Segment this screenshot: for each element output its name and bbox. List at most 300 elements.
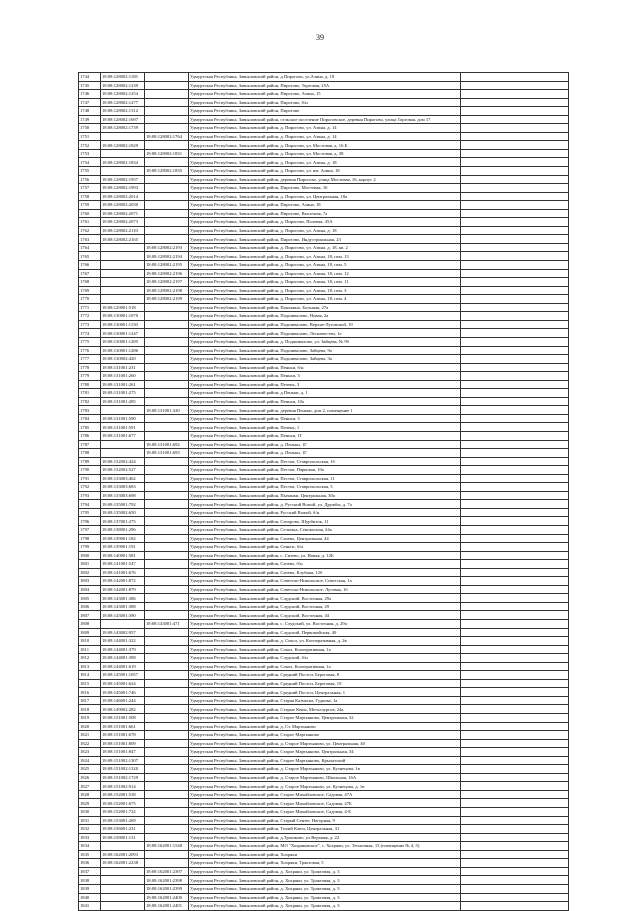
notes-cell [461,73,569,82]
premises-cadastral-cell [145,799,189,808]
notes-cell [461,320,569,329]
notes-cell [461,209,569,218]
notes-cell [461,637,569,646]
row-number-cell: 1765 [79,252,101,261]
address-cell: Удмуртская Республика, Завьяловский район, Пычанки, Центральная, 30а [189,491,461,500]
premises-cadastral-cell [145,414,189,423]
address-cell: Удмуртская Республика, Завьяловский район, деревня Пирогово, улица Мостовая, 16, корпус 2 [189,175,461,184]
premises-cadastral-cell [145,722,189,731]
table-row [79,645,569,654]
table-row [79,867,569,876]
row-number-cell: 1745 [79,81,101,90]
table-row [79,850,569,859]
table-row [79,628,569,637]
row-number-cell: 1754 [79,158,101,167]
row-number-cell: 1784 [79,414,101,423]
building-cadastral-cell: 18:08:129001:518 [101,303,145,312]
table-row [79,773,569,782]
notes-cell [461,167,569,176]
building-cadastral-cell: 18:08:151001:847 [101,748,145,757]
row-number-cell: 1761 [79,218,101,227]
building-cadastral-cell: 18:08:151002:1307 [101,756,145,765]
building-cadastral-cell: 18:08:128002:2030 [101,201,145,210]
building-cadastral-cell [101,286,145,295]
notes-cell [461,517,569,526]
notes-cell [461,303,569,312]
row-number-cell: 1810 [79,637,101,646]
premises-cadastral-cell [145,90,189,99]
premises-cadastral-cell [145,355,189,364]
building-cadastral-cell [101,295,145,304]
address-cell: Удмуртская Республика, Завьяловский район, Слудский, Восточная, 44 [189,611,461,620]
premises-cadastral-cell [145,303,189,312]
notes-cell [461,825,569,834]
register-body [79,73,569,911]
address-cell: Удмуртская Республика, Завьяловский район, д. Пирогово, ул. Азина, 18, пом. 13 [189,252,461,261]
notes-cell [461,748,569,757]
table-row [79,620,569,629]
row-number-cell: 1805 [79,594,101,603]
building-cadastral-cell: 18:08:133003:698 [101,491,145,500]
row-number-cell: 1830 [79,808,101,817]
table-row [79,243,569,252]
page-number: 39 [316,33,324,42]
building-cadastral-cell: 18:08:149002:282 [101,705,145,714]
address-cell: Удмуртская Республика, Завьяловский район, д. Старое Мартьяново, ул. Кузнецова, д. 1в [189,782,461,791]
table-row [79,714,569,723]
notes-cell [461,893,569,902]
building-cadastral-cell: 18:08:145001:746 [101,688,145,697]
table-row [79,474,569,483]
address-cell: Удмуртская Республика, Завьяловский район, Старое Мартьяново, Центральная, 32 [189,714,461,723]
premises-cadastral-cell [145,714,189,723]
row-number-cell: 1774 [79,329,101,338]
row-number-cell: 1797 [79,525,101,534]
row-number-cell: 1829 [79,799,101,808]
premises-cadastral-cell [145,654,189,663]
premises-cadastral-cell [145,748,189,757]
table-row [79,739,569,748]
building-cadastral-cell: 18:08:128002:1834 [101,158,145,167]
row-number-cell: 1795 [79,508,101,517]
address-cell: Удмуртская Республика, Завьяловский район, д. Пирогово, Полевая, 45А [189,218,461,227]
premises-cadastral-cell: 18:08:128002:1835 [145,167,189,176]
row-number-cell: 1820 [79,722,101,731]
address-cell: Удмуртская Республика, Завьяловский район, Советско-Никольское, Луговая, 1б [189,585,461,594]
row-number-cell: 1827 [79,782,101,791]
notes-cell [461,184,569,193]
building-cadastral-cell: 18:08:146001:244 [101,696,145,705]
table-row [79,688,569,697]
row-number-cell: 1796 [79,517,101,526]
building-cadastral-cell [101,149,145,158]
address-cell: Удмуртская Республика, Завьяловский район, Подшивалово, Верхне-Луговской, 19 [189,320,461,329]
row-number-cell: 1823 [79,748,101,757]
premises-cadastral-cell [145,372,189,381]
notes-cell [461,466,569,475]
row-number-cell: 1798 [79,534,101,543]
row-number-cell: 1752 [79,141,101,150]
row-number-cell: 1809 [79,628,101,637]
row-number-cell: 1766 [79,261,101,270]
notes-cell [461,389,569,398]
row-number-cell: 1789 [79,457,101,466]
table-row [79,406,569,415]
row-number-cell: 1775 [79,337,101,346]
address-cell: Удмуртская Республика, Завьяловский район, сельское поселение Пироговское, деревня Пирогово, улица Торговая, дом 17 [189,115,461,124]
table-row [79,363,569,372]
row-number-cell: 1757 [79,184,101,193]
address-cell: Удмуртская Республика, Завьяловский район, Пирогово, б/н [189,98,461,107]
premises-cadastral-cell: 18:08:162001:2398 [145,876,189,885]
notes-cell [461,662,569,671]
premises-cadastral-cell [145,491,189,500]
premises-cadastral-cell [145,782,189,791]
address-cell: Удмуртская Республика, Завьяловский район, Пирогово, Азина, 15 [189,90,461,99]
building-cadastral-cell [101,867,145,876]
building-cadastral-cell [101,842,145,851]
building-cadastral-cell: 18:08:131001:260 [101,372,145,381]
building-cadastral-cell: 18:08:132002:424 [101,457,145,466]
address-cell: Удмуртская Республика, Завьяловский район, Сокол, Кооперативная, 1а [189,645,461,654]
address-cell: Удмуртская Республика, Завьяловский район, д. Пирогово, ул. Мостовая, д. 16 Б [189,141,461,150]
address-cell: Удмуртская Республика, Завьяловский район, д. Пирогово, ул. Азина, 18, пом. 3 [189,286,461,295]
table-row [79,73,569,82]
premises-cadastral-cell [145,201,189,210]
address-cell: Удмуртская Республика, Завьяловский район, Пирогово, Торговая, 25А [189,81,461,90]
building-cadastral-cell: 18:08:151001:508 [101,714,145,723]
row-number-cell: 1808 [79,620,101,629]
building-cadastral-cell [101,278,145,287]
address-cell: Удмуртская Республика, Завьяловский район, Средний Постол, Береговая, 19 [189,679,461,688]
notes-cell [461,124,569,133]
premises-cadastral-cell [145,731,189,740]
row-number-cell: 1764 [79,243,101,252]
premises-cadastral-cell [145,226,189,235]
notes-cell [461,833,569,842]
table-row [79,226,569,235]
table-row [79,261,569,270]
address-cell: Удмуртская Республика, Завьяловский район, Старое Михайловское, Садовая, 4-Б [189,808,461,817]
table-row [79,833,569,842]
notes-cell [461,620,569,629]
row-number-cell: 1799 [79,543,101,552]
address-cell: Удмуртская Республика, Завьяловский район, д. Старое Мартьяново, Школьная, 16А [189,773,461,782]
building-cadastral-cell [101,902,145,911]
premises-cadastral-cell: 18:08:131001:692 [145,440,189,449]
row-number-cell: 1803 [79,577,101,586]
premises-cadastral-cell: 18:08:162001:2401 [145,902,189,911]
address-cell: Удмуртская Республика, Завьяловский район, д. Пирогово, ул. Азина, 18, пом. 4 [189,295,461,304]
address-cell: Удмуртская Республика, Завьяловский район, д. Старое Мартьяново, ул. Центральная, 40 [189,739,461,748]
notes-cell [461,628,569,637]
address-cell: Удмуртская Республика, Завьяловский район, д. Хохряки, ул. Трактовая, д. 3 [189,893,461,902]
building-cadastral-cell: 18:08:128002:2071 [101,209,145,218]
premises-cadastral-cell [145,816,189,825]
table-row [79,141,569,150]
premises-cadastral-cell [145,611,189,620]
address-cell: Удмуртская Республика, Завьяловский район, Понькино, Большая, 27а [189,303,461,312]
table-row [79,508,569,517]
table-row [79,671,569,680]
row-number-cell: 1824 [79,756,101,765]
address-cell: Удмуртская Республика, Завьяловский район, д. Хохряки, ул. Трактовая, д. 3 [189,884,461,893]
premises-cadastral-cell [145,833,189,842]
address-cell: Удмуртская Республика, Завьяловский район, Подшивалово, Зайцева, 9а [189,346,461,355]
table-row [79,355,569,364]
table-row [79,568,569,577]
address-cell: Удмуртская Республика, Завьяловский район, с. Сизево, ул. Новая, д. 12Б [189,551,461,560]
building-cadastral-cell: 18:08:142001:879 [101,585,145,594]
row-number-cell: 1804 [79,585,101,594]
table-row [79,782,569,791]
table-row [79,551,569,560]
address-cell: Удмуртская Республика, Завьяловский район, Русский Вожой, б/н [189,508,461,517]
table-row [79,705,569,714]
building-cadastral-cell: 18:08:162001:2238 [101,859,145,868]
table-row [79,808,569,817]
row-number-cell: 1825 [79,765,101,774]
table-row [79,431,569,440]
building-cadastral-cell: 18:08:151002:1320 [101,765,145,774]
row-number-cell: 1817 [79,696,101,705]
premises-cadastral-cell [145,739,189,748]
address-cell: Удмуртская Республика, Завьяловский район, Средний Постол, Береговая, 8 [189,671,461,680]
building-cadastral-cell: 18:08:130001:1247 [101,329,145,338]
row-number-cell: 1822 [79,739,101,748]
premises-cadastral-cell [145,98,189,107]
premises-cadastral-cell [145,124,189,133]
row-number-cell: 1833 [79,833,101,842]
premises-cadastral-cell: 18:08:128002:2197 [145,278,189,287]
notes-cell [461,431,569,440]
notes-cell [461,346,569,355]
building-cadastral-cell: 18:08:151001:661 [101,722,145,731]
premises-cadastral-cell [145,320,189,329]
row-number-cell: 1818 [79,705,101,714]
table-row [79,466,569,475]
row-number-cell: 1838 [79,876,101,885]
premises-cadastral-cell [145,517,189,526]
building-cadastral-cell: 18:08:128002:1239 [101,81,145,90]
notes-cell [461,560,569,569]
table-row [79,252,569,261]
notes-cell [461,808,569,817]
row-number-cell: 1762 [79,226,101,235]
table-row [79,543,569,552]
table-row [79,816,569,825]
table-row [79,380,569,389]
address-cell: Удмуртская Республика, Завьяловский район, Советско-Никольское, Советская, 1а [189,577,461,586]
building-cadastral-cell: 18:08:135002:650 [101,508,145,517]
premises-cadastral-cell [145,756,189,765]
row-number-cell: 1832 [79,825,101,834]
address-cell: Удмуртская Республика, Завьяловский район, Средний Постол, Центральная, 1 [189,688,461,697]
notes-cell [461,457,569,466]
notes-cell [461,594,569,603]
building-cadastral-cell: 18:08:135001:792 [101,500,145,509]
building-cadastral-cell: 18:08:141001:547 [101,560,145,569]
table-row [79,320,569,329]
address-cell: Удмуртская Республика, Завьяловский район, Пеньки, 3 [189,372,461,381]
row-number-cell: 1814 [79,671,101,680]
building-cadastral-cell: 18:08:137001:275 [101,517,145,526]
table-row [79,449,569,458]
notes-cell [461,534,569,543]
notes-cell [461,782,569,791]
premises-cadastral-cell [145,107,189,116]
row-number-cell: 1747 [79,98,101,107]
notes-cell [461,765,569,774]
building-cadastral-cell [101,620,145,629]
address-cell: Удмуртская Республика, Завьяловский район, Старое Михайловское, Садовая, 47Б [189,799,461,808]
row-number-cell: 1786 [79,431,101,440]
address-cell: Удмуртская Республика, Завьяловский район, Пестов, Ставропольская, 1б [189,457,461,466]
table-row [79,756,569,765]
building-cadastral-cell: 18:08:139001:182 [101,534,145,543]
address-cell: Удмуртская Республика, Завьяловский район, д.Пеньки, д. 1 [189,389,461,398]
table-row [79,389,569,398]
notes-cell [461,355,569,364]
address-cell: Удмуртская Республика, Завьяловский район, д. Пирогово, ул. Азина, д. 18 [189,158,461,167]
premises-cadastral-cell [145,850,189,859]
building-cadastral-cell: 18:08:128002:1185 [101,73,145,82]
notes-cell [461,876,569,885]
building-cadastral-cell [101,252,145,261]
notes-cell [461,671,569,680]
premises-cadastral-cell [145,363,189,372]
premises-cadastral-cell [145,337,189,346]
premises-cadastral-cell: 18:08:162001:1548 [145,842,189,851]
table-row [79,893,569,902]
address-cell: Удмуртская Республика, Завьяловский район, Слудский, Восточная, 29а [189,594,461,603]
premises-cadastral-cell: 18:08:128002:2195 [145,261,189,270]
premises-cadastral-cell [145,790,189,799]
notes-cell [461,312,569,321]
premises-cadastral-cell: 18:08:128002:2194 [145,252,189,261]
table-row [79,491,569,500]
building-cadastral-cell: 18:08:132002:527 [101,466,145,475]
premises-cadastral-cell [145,235,189,244]
premises-cadastral-cell [145,508,189,517]
address-cell: Удмуртская Республика, Завьяловский район, Сизорово, Шурбиток, 11 [189,517,461,526]
row-number-cell: 1802 [79,568,101,577]
building-cadastral-cell: 18:08:130001:1286 [101,346,145,355]
premises-cadastral-cell [145,73,189,82]
table-row [79,81,569,90]
building-cadastral-cell: 18:08:162001:2093 [101,850,145,859]
row-number-cell: 1785 [79,423,101,432]
building-cadastral-cell: 18:08:131001:261 [101,380,145,389]
address-cell: Удмуртская Республика, Завьяловский район, Пестов, Ставропольская, 5 [189,483,461,492]
table-row [79,876,569,885]
address-cell: Удмуртская Республика, Завьяловский район, Пирогово [189,107,461,116]
address-cell: Удмуртская Республика, Завьяловский район, д. Хохряки, ул. Трактовая, д. 3 [189,867,461,876]
building-cadastral-cell: 18:08:128002:1697 [101,115,145,124]
row-number-cell: 1790 [79,466,101,475]
row-number-cell: 1828 [79,790,101,799]
table-row [79,158,569,167]
notes-cell [461,543,569,552]
address-cell: Удмуртская Республика, Завьяловский район, Пеньки, 1Г [189,431,461,440]
notes-cell [461,90,569,99]
notes-cell [461,115,569,124]
row-number-cell: 1800 [79,551,101,560]
notes-cell [461,816,569,825]
premises-cadastral-cell [145,705,189,714]
notes-cell [461,679,569,688]
address-cell: Удмуртская Республика, Завьяловский район, Сизево, Клубная, 12б [189,568,461,577]
building-cadastral-cell: 18:08:128002:2014 [101,192,145,201]
building-cadastral-cell [101,440,145,449]
notes-cell [461,132,569,141]
premises-cadastral-cell [145,312,189,321]
notes-cell [461,414,569,423]
notes-cell [461,218,569,227]
premises-cadastral-cell [145,628,189,637]
building-cadastral-cell [101,243,145,252]
row-number-cell: 1779 [79,372,101,381]
building-cadastral-cell: 18:08:139001:191 [101,543,145,552]
row-number-cell: 1767 [79,269,101,278]
notes-cell [461,850,569,859]
table-row [79,525,569,534]
table-row [79,124,569,133]
notes-cell [461,235,569,244]
building-cadastral-cell: 18:08:152001:722 [101,808,145,817]
building-cadastral-cell: 18:08:153001:269 [101,816,145,825]
row-number-cell: 1759 [79,201,101,210]
premises-cadastral-cell [145,423,189,432]
building-cadastral-cell: 18:08:128002:1829 [101,141,145,150]
premises-cadastral-cell: 18:08:131001:320 [145,406,189,415]
notes-cell [461,491,569,500]
premises-cadastral-cell [145,534,189,543]
address-cell: Удмуртская Республика, Завьяловский район, Слудский, Восточная, 29 [189,602,461,611]
building-cadastral-cell: 18:08:144001:619 [101,662,145,671]
building-cadastral-cell: 18:08:158001:131 [101,833,145,842]
table-row [79,602,569,611]
address-cell: Удмуртская Республика, Завьяловский район, Старое Мартьяново, Крылатский [189,756,461,765]
address-cell: Удмуртская Республика, Завьяловский район, Селычка, Сенокосная, 24а [189,525,461,534]
row-number-cell: 1792 [79,483,101,492]
row-number-cell: 1834 [79,842,101,851]
building-cadastral-cell: 18:08:128002:1312 [101,107,145,116]
building-cadastral-cell: 18:08:131001:275 [101,389,145,398]
building-cadastral-cell: 18:08:131001:285 [101,397,145,406]
row-number-cell: 1776 [79,346,101,355]
premises-cadastral-cell [145,645,189,654]
building-cadastral-cell: 18:08:128002:1993 [101,184,145,193]
notes-cell [461,568,569,577]
table-row [79,132,569,141]
premises-cadastral-cell: 18:08:131001:693 [145,449,189,458]
row-number-cell: 1816 [79,688,101,697]
address-cell: Удмуртская Республика, Завьяловский район, Пеньки, 3 [189,414,461,423]
premises-cadastral-cell [145,696,189,705]
address-cell: Удмуртская Республика, Завьяловский район, д. Пирогово, ул. Азина, д. 14 [189,132,461,141]
table-row [79,825,569,834]
building-cadastral-cell: 18:08:128002:1277 [101,98,145,107]
address-cell: Удмуртская Республика, Завьяловский район, д. Пирогово, ул. Азина, д. 18 [189,226,461,235]
row-number-cell: 1755 [79,167,101,176]
notes-cell [461,859,569,868]
table-row [79,859,569,868]
row-number-cell: 1788 [79,449,101,458]
address-cell: Удмуртская Республика, Завьяловский район, д. Хохряки, ул. Трактовая, д. 3 [189,876,461,885]
notes-cell [461,329,569,338]
address-cell: Удмуртская Республика, Завьяловский район, д. Пирогово, ул. Азина, 18, пом. 12 [189,269,461,278]
